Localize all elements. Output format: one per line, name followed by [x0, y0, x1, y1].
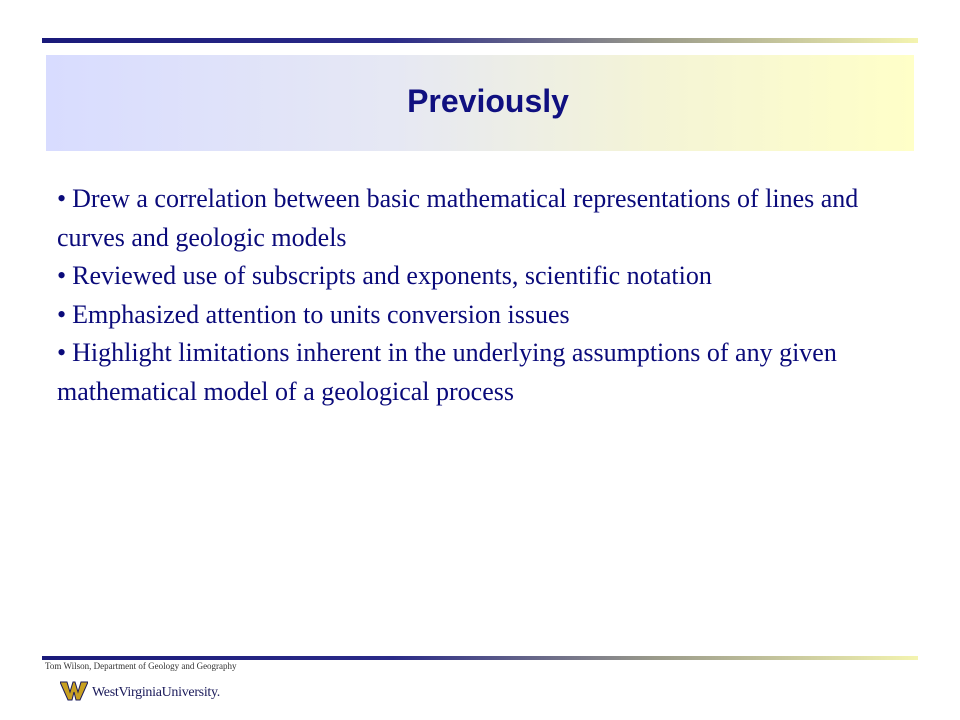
bullet-marker: • — [57, 299, 67, 329]
bullet-marker: • — [57, 184, 67, 213]
logo-wordmark: WestVirginiaUniversity. — [92, 685, 221, 700]
bullet-item — [57, 296, 897, 335]
slide-title: Previously — [407, 82, 569, 119]
bullet-list — [57, 180, 897, 411]
footer-credit: Tom Wilson, Department of Geology and Geography — [45, 661, 237, 671]
title-band — [46, 55, 914, 151]
bullet-marker: • — [57, 261, 67, 290]
bottom-divider — [42, 656, 918, 660]
bullet-item — [57, 257, 897, 296]
bullet-text: Emphasized attention to units conversion issues — [72, 299, 570, 329]
bullet-item — [57, 334, 897, 411]
bullet-text: Drew a correlation between basic mathematical representations of lines and curves and geologic models — [57, 184, 859, 252]
bullet-text: Highlight limitations inherent in the underlying assumptions of any given mathematical model of a geological process — [57, 338, 837, 406]
bullet-marker: • — [57, 338, 67, 367]
bullet-item — [57, 180, 897, 257]
university-logo — [60, 676, 220, 706]
wvu-logo-icon — [60, 680, 88, 702]
top-divider — [42, 38, 918, 43]
bullet-text: Reviewed use of subscripts and exponents, scientific notation — [72, 261, 712, 290]
